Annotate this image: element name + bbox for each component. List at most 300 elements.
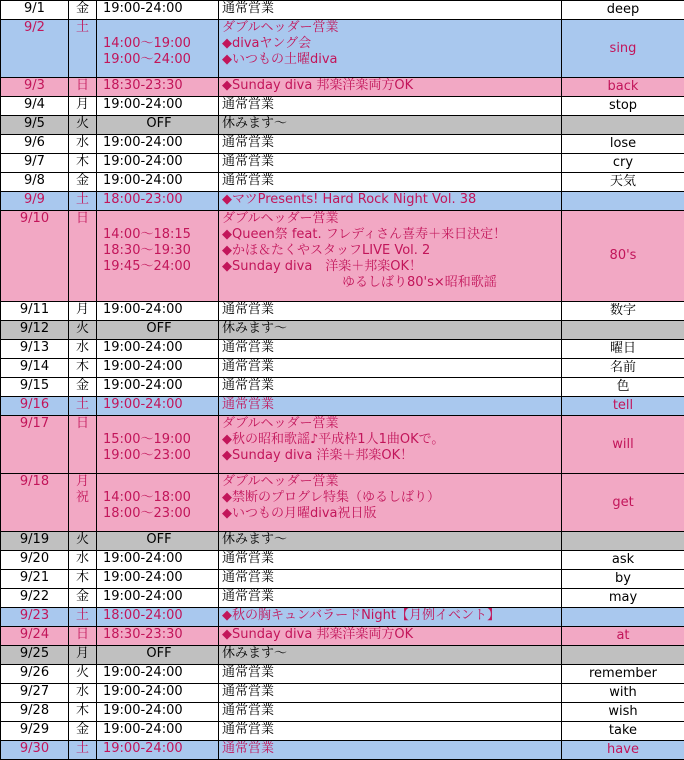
date-text: 9/6 (24, 135, 45, 150)
note-cell (562, 416, 684, 474)
schedule-row (1, 703, 684, 722)
event-cell (219, 703, 562, 722)
date-cell (1, 608, 69, 627)
hours-cell (97, 741, 219, 760)
schedule-row (1, 570, 684, 589)
event-line: 通常営業 (222, 722, 558, 738)
date-text: 9/4 (24, 97, 45, 112)
hours-line: 19:00-24:00 (103, 589, 215, 605)
event-line: 通常営業 (222, 397, 558, 413)
event-line: ◆秋の胸キュンバラードNight【月例イベント】 (222, 608, 558, 624)
date-cell (1, 378, 69, 397)
hours-cell (97, 646, 219, 665)
date-cell (1, 703, 69, 722)
event-line: 通常営業 (222, 378, 558, 394)
date-text: 9/21 (20, 570, 49, 585)
event-cell (219, 359, 562, 378)
date-text: 9/9 (24, 192, 45, 207)
event-line: ◆秋の昭和歌謡♪平成枠1人1曲OKで。 (222, 432, 558, 448)
event-cell (219, 627, 562, 646)
date-text: 9/14 (20, 359, 49, 374)
weekday-text: 月 祝 (76, 474, 89, 505)
date-text: 9/26 (20, 665, 49, 680)
note-cell (562, 192, 684, 211)
weekday-text: 金 (76, 722, 89, 737)
note-text: 曜日 (610, 341, 636, 356)
event-cell (219, 741, 562, 760)
weekday-cell (69, 646, 97, 665)
hours-line: OFF (103, 321, 215, 337)
note-cell (562, 1, 684, 20)
schedule-row (1, 192, 684, 211)
event-cell (219, 116, 562, 135)
weekday-text: 月 (76, 646, 89, 661)
date-cell (1, 741, 69, 760)
weekday-cell (69, 416, 97, 474)
note-text: take (609, 723, 637, 738)
event-line: 通常営業 (222, 302, 558, 318)
weekday-text: 金 (76, 378, 89, 393)
event-cell (219, 378, 562, 397)
hours-cell (97, 416, 219, 474)
event-line: ◆かほ＆たくやスタッフLIVE Vol. 2 (222, 243, 558, 259)
event-line: ゆるしばり80's×昭和歌謡 (222, 275, 558, 291)
date-cell (1, 397, 69, 416)
note-cell (562, 532, 684, 551)
note-text: with (609, 685, 637, 700)
weekday-text: 月 (76, 302, 89, 317)
event-line: ◆Sunday diva 洋楽＋邦楽OK！ (222, 259, 558, 275)
hours-cell (97, 340, 219, 359)
note-text: wish (608, 704, 637, 719)
event-line: 通常営業 (222, 684, 558, 700)
hours-line: OFF (103, 532, 215, 548)
event-line: ◆禁断のプログレ特集（ゆるしばり） (222, 490, 558, 506)
schedule-row (1, 1, 684, 20)
schedule-row (1, 20, 684, 78)
event-line: ダブルヘッダー営業 (222, 416, 558, 432)
date-text: 9/3 (24, 78, 45, 93)
weekday-cell (69, 532, 97, 551)
date-text: 9/10 (20, 211, 49, 226)
schedule-row (1, 97, 684, 116)
weekday-cell (69, 192, 97, 211)
event-line: 休みます～ (222, 646, 558, 662)
note-text: lose (610, 136, 636, 151)
hours-line: 19:00-24:00 (103, 551, 215, 567)
hours-cell (97, 532, 219, 551)
date-text: 9/11 (20, 302, 49, 317)
event-cell (219, 722, 562, 741)
weekday-text: 土 (76, 20, 89, 35)
note-text: 名前 (610, 360, 636, 375)
weekday-cell (69, 665, 97, 684)
schedule-row (1, 340, 684, 359)
weekday-text: 火 (76, 116, 89, 131)
event-line: 通常営業 (222, 741, 558, 757)
event-line: ダブルヘッダー営業 (222, 474, 558, 490)
hours-line: 19:00-24:00 (103, 302, 215, 318)
schedule-row (1, 551, 684, 570)
hours-cell (97, 154, 219, 173)
hours-cell (97, 97, 219, 116)
hours-line: 19:00-24:00 (103, 340, 215, 356)
hours-line: 15:00～19:00 (103, 432, 215, 448)
schedule-row (1, 359, 684, 378)
hours-line: 14:00～18:00 (103, 490, 215, 506)
event-cell (219, 302, 562, 321)
weekday-text: 水 (76, 340, 89, 355)
date-cell (1, 551, 69, 570)
weekday-text: 水 (76, 135, 89, 150)
event-line: 休みます～ (222, 116, 558, 132)
note-cell (562, 570, 684, 589)
event-line: ◆Sunday diva 洋楽＋邦楽OK！ (222, 448, 558, 464)
weekday-text: 金 (76, 1, 89, 16)
hours-cell (97, 192, 219, 211)
weekday-cell (69, 116, 97, 135)
event-line: ダブルヘッダー営業 (222, 20, 558, 36)
hours-line: 19:00-24:00 (103, 397, 215, 413)
date-text: 9/28 (20, 703, 49, 718)
event-line: ◆Sunday diva 邦楽洋楽両方OK (222, 627, 558, 643)
hours-line: 19:00-24:00 (103, 741, 215, 757)
schedule-row (1, 397, 684, 416)
date-text: 9/22 (20, 589, 49, 604)
hours-line: 18:30-23:30 (103, 78, 215, 94)
date-cell (1, 97, 69, 116)
weekday-text: 火 (76, 665, 89, 680)
event-cell (219, 397, 562, 416)
weekday-text: 日 (76, 211, 89, 226)
note-text: 80's (610, 248, 637, 263)
date-cell (1, 627, 69, 646)
weekday-text: 土 (76, 741, 89, 756)
event-cell (219, 416, 562, 474)
hours-line: 19:00-24:00 (103, 135, 215, 151)
event-cell (219, 135, 562, 154)
weekday-text: 木 (76, 359, 89, 374)
note-cell (562, 474, 684, 532)
schedule-row (1, 211, 684, 302)
note-cell (562, 359, 684, 378)
weekday-cell (69, 302, 97, 321)
note-text: back (608, 79, 639, 94)
schedule-body (1, 1, 684, 760)
weekday-text: 金 (76, 173, 89, 188)
hours-cell (97, 1, 219, 20)
event-cell (219, 551, 562, 570)
date-text: 9/8 (24, 173, 45, 188)
event-line: 通常営業 (222, 551, 558, 567)
weekday-text: 木 (76, 154, 89, 169)
weekday-cell (69, 551, 97, 570)
schedule-row (1, 78, 684, 97)
note-text: 色 (616, 379, 629, 394)
hours-cell (97, 116, 219, 135)
event-cell (219, 211, 562, 302)
event-line: ◆マツPresents! Hard Rock Night Vol. 38 (222, 192, 558, 208)
hours-line: 18:30～19:30 (103, 243, 215, 259)
note-cell (562, 589, 684, 608)
date-cell (1, 589, 69, 608)
hours-line: 19:00-24:00 (103, 665, 215, 681)
event-cell (219, 173, 562, 192)
hours-cell (97, 20, 219, 78)
weekday-text: 木 (76, 570, 89, 585)
schedule-row (1, 741, 684, 760)
date-text: 9/23 (20, 608, 49, 623)
hours-line: 19:00～24:00 (103, 52, 215, 68)
date-cell (1, 321, 69, 340)
note-cell (562, 135, 684, 154)
date-cell (1, 416, 69, 474)
hours-cell (97, 397, 219, 416)
hours-cell (97, 302, 219, 321)
event-cell (219, 1, 562, 20)
event-cell (219, 608, 562, 627)
event-line: 通常営業 (222, 97, 558, 113)
note-text: at (616, 628, 629, 643)
hours-line (103, 416, 215, 432)
hours-line: 19:00～23:00 (103, 448, 215, 464)
date-text: 9/19 (20, 532, 49, 547)
date-cell (1, 135, 69, 154)
note-text: cry (613, 155, 633, 170)
hours-line: 19:00-24:00 (103, 378, 215, 394)
event-line: ◆Queen祭 feat. フレディさん喜寿＋来日決定！ (222, 227, 558, 243)
event-line: 通常営業 (222, 359, 558, 375)
weekday-text: 木 (76, 703, 89, 718)
date-text: 9/13 (20, 340, 49, 355)
hours-cell (97, 474, 219, 532)
weekday-text: 日 (76, 416, 89, 431)
hours-cell (97, 135, 219, 154)
weekday-text: 水 (76, 684, 89, 699)
note-text: have (607, 742, 639, 757)
event-line: 通常営業 (222, 340, 558, 356)
event-line: 通常営業 (222, 154, 558, 170)
hours-line: 14:00～18:15 (103, 227, 215, 243)
hours-cell (97, 570, 219, 589)
date-text: 9/17 (20, 416, 49, 431)
hours-line: 18:00-24:00 (103, 608, 215, 624)
event-cell (219, 474, 562, 532)
weekday-text: 土 (76, 608, 89, 623)
hours-line: 19:00-24:00 (103, 359, 215, 375)
date-text: 9/20 (20, 551, 49, 566)
date-cell (1, 570, 69, 589)
schedule-row (1, 416, 684, 474)
hours-line: 19:00-24:00 (103, 570, 215, 586)
schedule-row (1, 627, 684, 646)
note-text: will (612, 437, 633, 452)
hours-cell (97, 627, 219, 646)
hours-cell (97, 321, 219, 340)
schedule-row (1, 646, 684, 665)
event-line: 休みます～ (222, 532, 558, 548)
date-text: 9/7 (24, 154, 45, 169)
note-cell (562, 116, 684, 135)
date-cell (1, 474, 69, 532)
note-text: remember (589, 666, 657, 681)
date-cell (1, 211, 69, 302)
event-line: 休みます～ (222, 321, 558, 337)
weekday-cell (69, 97, 97, 116)
note-cell (562, 211, 684, 302)
hours-line (103, 20, 215, 36)
weekday-cell (69, 135, 97, 154)
hours-line (103, 474, 215, 490)
weekday-cell (69, 211, 97, 302)
date-cell (1, 722, 69, 741)
hours-cell (97, 211, 219, 302)
schedule-row (1, 608, 684, 627)
note-text: ask (612, 552, 634, 567)
weekday-cell (69, 589, 97, 608)
date-cell (1, 646, 69, 665)
date-text: 9/12 (20, 321, 49, 336)
event-cell (219, 532, 562, 551)
note-cell (562, 608, 684, 627)
note-cell (562, 722, 684, 741)
weekday-cell (69, 741, 97, 760)
hours-line (103, 275, 215, 291)
schedule-row (1, 321, 684, 340)
weekday-text: 月 (76, 97, 89, 112)
note-cell (562, 378, 684, 397)
event-line: ◆divaヤング会 (222, 36, 558, 52)
weekday-cell (69, 608, 97, 627)
schedule-row (1, 154, 684, 173)
weekday-cell (69, 20, 97, 78)
event-cell (219, 570, 562, 589)
note-cell (562, 302, 684, 321)
weekday-cell (69, 321, 97, 340)
schedule-row (1, 173, 684, 192)
note-cell (562, 665, 684, 684)
date-text: 9/27 (20, 684, 49, 699)
note-text: get (612, 495, 633, 510)
schedule-row (1, 135, 684, 154)
date-text: 9/30 (20, 741, 49, 756)
hours-cell (97, 359, 219, 378)
weekday-cell (69, 340, 97, 359)
event-cell (219, 589, 562, 608)
event-line: 通常営業 (222, 135, 558, 151)
schedule-row (1, 589, 684, 608)
event-line: 通常営業 (222, 1, 558, 17)
date-cell (1, 78, 69, 97)
schedule-row (1, 722, 684, 741)
date-cell (1, 1, 69, 20)
weekday-cell (69, 627, 97, 646)
event-line: ◆いつもの土曜diva (222, 52, 558, 68)
event-cell (219, 154, 562, 173)
note-cell (562, 97, 684, 116)
date-cell (1, 665, 69, 684)
weekday-text: 火 (76, 321, 89, 336)
event-cell (219, 20, 562, 78)
weekday-cell (69, 397, 97, 416)
event-line: ◆いつもの月曜diva祝日版 (222, 506, 558, 522)
note-cell (562, 78, 684, 97)
hours-line: 19:00-24:00 (103, 173, 215, 189)
schedule-row (1, 474, 684, 532)
hours-cell (97, 378, 219, 397)
hours-line: 19:00-24:00 (103, 722, 215, 738)
weekday-cell (69, 78, 97, 97)
event-line: 通常営業 (222, 589, 558, 605)
hours-cell (97, 665, 219, 684)
note-cell (562, 397, 684, 416)
event-line: 通常営業 (222, 173, 558, 189)
event-cell (219, 340, 562, 359)
date-cell (1, 532, 69, 551)
event-cell (219, 78, 562, 97)
weekday-cell (69, 1, 97, 20)
hours-line (103, 211, 215, 227)
event-cell (219, 646, 562, 665)
hours-cell (97, 722, 219, 741)
date-text: 9/18 (20, 474, 49, 489)
date-cell (1, 192, 69, 211)
weekday-cell (69, 722, 97, 741)
hours-line: 19:45～24:00 (103, 259, 215, 275)
weekday-cell (69, 173, 97, 192)
note-cell (562, 646, 684, 665)
date-cell (1, 359, 69, 378)
date-text: 9/1 (24, 1, 45, 16)
hours-line: 18:00-23:00 (103, 192, 215, 208)
note-cell (562, 340, 684, 359)
schedule-row (1, 665, 684, 684)
hours-cell (97, 703, 219, 722)
note-text: stop (609, 98, 637, 113)
note-cell (562, 154, 684, 173)
note-cell (562, 20, 684, 78)
date-text: 9/5 (24, 116, 45, 131)
hours-line: OFF (103, 116, 215, 132)
hours-line: 19:00-24:00 (103, 684, 215, 700)
event-cell (219, 192, 562, 211)
weekday-cell (69, 570, 97, 589)
hours-line: 18:00～23:00 (103, 506, 215, 522)
date-cell (1, 154, 69, 173)
weekday-text: 日 (76, 78, 89, 93)
note-cell (562, 703, 684, 722)
date-cell (1, 173, 69, 192)
note-cell (562, 627, 684, 646)
note-text: 天気 (610, 174, 636, 189)
weekday-text: 日 (76, 627, 89, 642)
hours-line: 19:00-24:00 (103, 703, 215, 719)
hours-cell (97, 78, 219, 97)
note-cell (562, 551, 684, 570)
date-text: 9/29 (20, 722, 49, 737)
weekday-text: 土 (76, 397, 89, 412)
note-text: deep (607, 2, 640, 17)
date-cell (1, 20, 69, 78)
hours-cell (97, 173, 219, 192)
note-text: may (609, 590, 637, 605)
schedule-row (1, 532, 684, 551)
schedule-row (1, 378, 684, 397)
weekday-cell (69, 703, 97, 722)
date-text: 9/25 (20, 646, 49, 661)
weekday-cell (69, 378, 97, 397)
note-text: tell (613, 398, 633, 413)
